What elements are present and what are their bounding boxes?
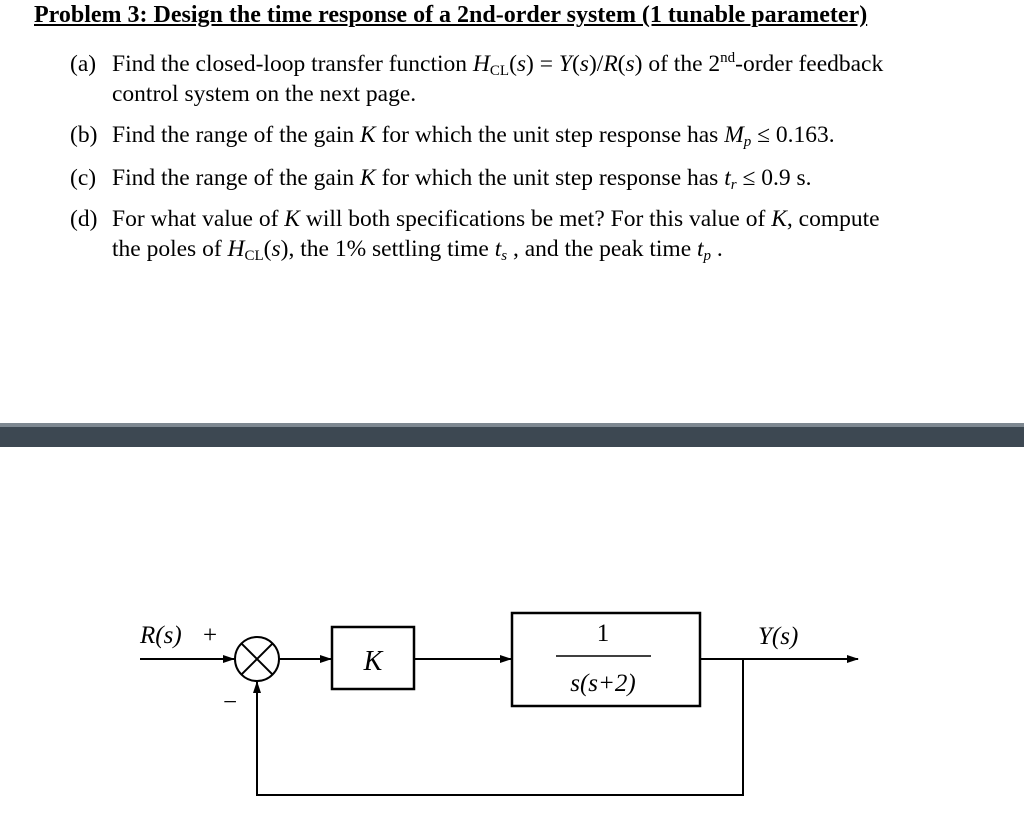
item-d-l2a: the poles of	[112, 236, 228, 262]
item-d-K1: K	[284, 206, 300, 232]
item-a-CL: CL	[489, 63, 510, 79]
item-b-label: (b)	[70, 122, 98, 148]
gain-label: K	[363, 646, 383, 677]
item-c	[70, 163, 812, 193]
item-a-text-2: (	[509, 51, 517, 77]
output-label: Y(s)	[758, 623, 799, 650]
page-divider	[0, 423, 1024, 447]
item-d-s: s	[271, 236, 281, 262]
item-d-H: H	[227, 236, 245, 262]
item-d-CL: CL	[244, 248, 264, 264]
item-d-tp: t	[697, 236, 704, 262]
item-b-text-2: for which the unit step response has	[375, 122, 725, 148]
item-d-tp-sub	[704, 248, 712, 264]
item-b	[70, 120, 835, 150]
item-c-text-3: ≤ 0.9 s.	[736, 165, 812, 191]
item-d-tp-sub-italic: p	[703, 248, 712, 264]
item-a-s1: s	[516, 51, 527, 77]
input-label: R(s)	[140, 622, 182, 649]
item-c-text-1: Find the range of the gain	[112, 165, 360, 191]
item-a-text-4: (	[571, 51, 580, 77]
feedback-path	[257, 659, 743, 795]
item-d-l2c: ), the 1% settling time	[280, 236, 495, 262]
item-d-text-2: will both specifications be met? For this value of	[299, 206, 772, 232]
item-a-text-6: (	[617, 51, 626, 77]
item-d-l2d: , and the peak time	[507, 236, 698, 262]
problem-title: Problem 3: Design the time response of a 2nd-order system (1 tunable parameter)	[34, 2, 868, 28]
item-d-text-3: , compute	[786, 206, 880, 232]
item-a-s3: s	[625, 51, 635, 77]
item-d-ts-sub-italic: s	[501, 248, 508, 264]
minus-sign: −	[223, 689, 238, 716]
item-c-text-2: for which the unit step response has	[375, 165, 725, 191]
item-c-r-italic: r	[730, 177, 737, 193]
item-b-p-italic: p	[743, 134, 752, 150]
item-b-text-1: Find the range of the gain	[112, 122, 360, 148]
item-d-ts: t	[494, 236, 502, 262]
plus-sign: +	[203, 622, 218, 649]
item-b-K: K	[360, 122, 376, 148]
item-b-text-3: ≤ 0.163.	[751, 122, 835, 148]
item-a-text-7: ) of the 2	[634, 51, 721, 77]
item-a-s2: s	[579, 51, 589, 77]
item-c-K: K	[360, 165, 376, 191]
item-a-label: (a)	[70, 51, 97, 77]
item-a-text-8: -order feedback	[735, 51, 884, 77]
item-d	[70, 204, 880, 264]
item-c-label: (c)	[70, 165, 97, 191]
item-a-Y: Y	[558, 51, 572, 77]
plant-numerator: 1	[596, 620, 610, 647]
item-a-text-3: ) =	[526, 51, 559, 77]
item-d-l2e: .	[711, 236, 723, 262]
item-d-text-1: For what value of	[112, 206, 285, 232]
item-a	[70, 49, 883, 109]
item-b-M: M	[724, 122, 744, 148]
item-d-l2b: (	[263, 236, 272, 262]
item-d-K2: K	[771, 206, 787, 232]
item-a-text-1: Find the closed-loop transfer function	[112, 51, 473, 77]
item-a-nd: nd	[720, 50, 736, 66]
item-d-label: (d)	[70, 206, 98, 232]
item-a-text-5: )/	[588, 51, 604, 77]
summing-junction	[235, 637, 279, 681]
plant-denominator: s(s+2)	[570, 670, 636, 697]
item-a-H: H	[472, 51, 490, 77]
item-d-line-2	[70, 234, 880, 264]
block-diagram	[0, 447, 1024, 826]
item-c-t: t	[724, 165, 731, 191]
item-a-R: R	[603, 51, 618, 77]
item-a-line-2: control system on the next page.	[112, 81, 417, 107]
